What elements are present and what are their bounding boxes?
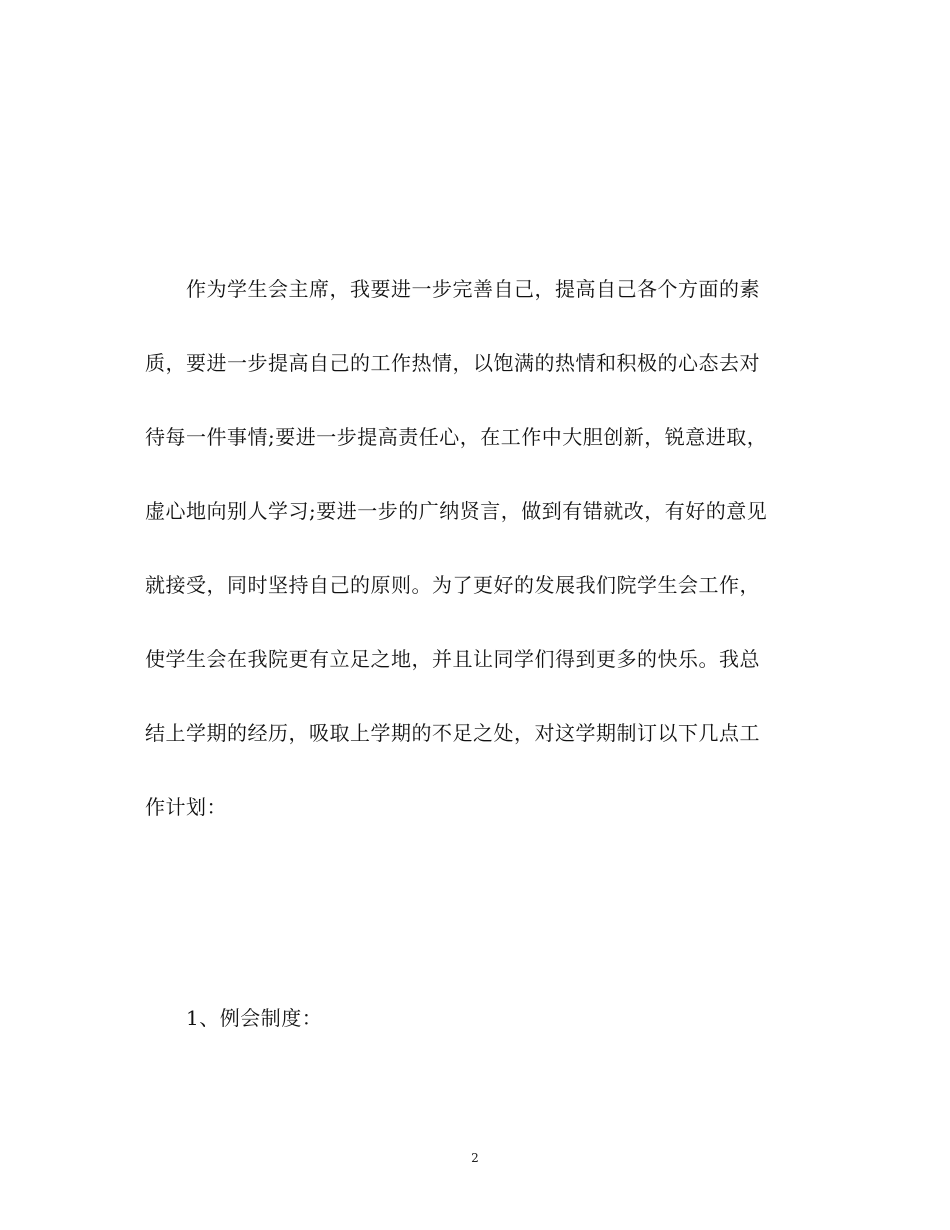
paragraph-line-3: 待每一件事情;要进一步提高责任心，在工作中大胆创新，锐意进取， bbox=[145, 425, 768, 449]
paragraph-line-4: 虚心地向别人学习;要进一步的广纳贤言，做到有错就改，有好的意见 bbox=[145, 499, 768, 523]
paragraph-line-7: 结上学期的经历，吸取上学期的不足之处，对这学期制订以下几点工 bbox=[145, 721, 760, 745]
paragraph-line-8: 作计划： bbox=[145, 795, 227, 819]
paragraph-line-5: 就接受，同时坚持自己的原则。为了更好的发展我们院学生会工作， bbox=[145, 573, 760, 597]
paragraph-line-1: 作为学生会主席，我要进一步完善自己，提高自己各个方面的素 bbox=[186, 277, 760, 301]
section-heading: 1、例会制度： bbox=[186, 1006, 323, 1030]
paragraph-line-6: 使学生会在我院更有立足之地，并且让同学们得到更多的快乐。我总 bbox=[145, 647, 760, 671]
page-number: 2 bbox=[471, 1151, 479, 1165]
paragraph-line-2: 质，要进一步提高自己的工作热情，以饱满的热情和积极的心态去对 bbox=[145, 351, 760, 375]
